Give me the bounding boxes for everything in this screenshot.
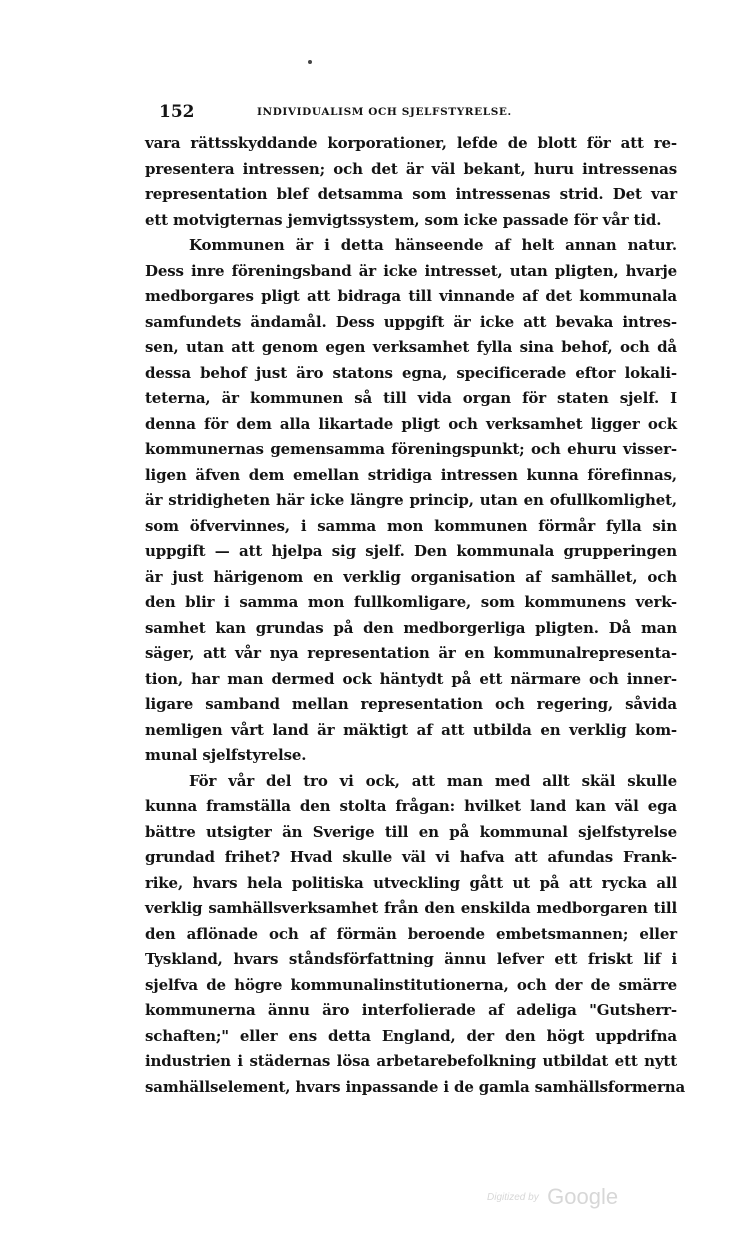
watermark-prefix: Digitized by xyxy=(487,1191,539,1203)
text-line: representation blef detsamma som intressenas strid. Det var xyxy=(145,185,677,203)
text-line: kommunerna ännu äro interfolierade af adeliga "Gutsherr- xyxy=(145,1001,677,1019)
text-line: kommunernas gemensamma föreningspunkt; och ehuru visser- xyxy=(145,440,677,458)
text-line: presentera intressen; och det är väl bekant, huru intressenas xyxy=(145,159,677,178)
page-number: 152 xyxy=(159,102,195,122)
text-line: tion, har man dermed ock häntydt på ett närmare och inner- xyxy=(145,669,677,688)
text-line: medborgares pligt att bidraga till vinnande af det kommunala xyxy=(145,287,677,305)
text-line: Tyskland, hvars ståndsförfattning ännu lefver ett friskt lif i xyxy=(145,950,677,968)
text-line: sjelfva de högre kommunalinstitutionerna, och der de smärre xyxy=(145,975,677,994)
text-line: samfundets ändamål. Dess uppgift är icke att bevaka intres- xyxy=(145,312,677,331)
text-line: ett motvigternas jemvigtssystem, som icke passade för vår tid. xyxy=(145,210,662,229)
text-line: vara rättsskyddande korporationer, lefde de blott för att re- xyxy=(145,134,677,152)
text-line: som öfvervinnes, i samma mon kommunen förmår fylla sin xyxy=(145,516,677,535)
text-line: bättre utsigter än Sverige till en på kommunal sjelfstyrelse xyxy=(145,822,677,841)
text-line: denna för dem alla likartade pligt och verksamhet ligger ock xyxy=(145,414,677,433)
text-line: schaften;" eller ens detta England, der den högt uppdrifna xyxy=(145,1026,677,1045)
page-header xyxy=(145,104,685,126)
text-line: rike, hvars hela politiska utveckling gått ut på att rycka all xyxy=(145,873,677,892)
text-line: grundad frihet? Hvad skulle väl vi hafva att afundas Frank- xyxy=(145,848,677,866)
text-line: nemligen vårt land är mäktigt af att utbilda en verklig kom- xyxy=(145,720,677,739)
text-line: är just härigenom en verklig organisation af samhället, och xyxy=(145,567,677,586)
text-line: verklig samhällsverksamhet från den enskilda medborgaren till xyxy=(145,899,677,917)
text-line: samhet kan grundas på den medborgerliga pligten. Då man xyxy=(145,618,677,637)
google-logo: Google xyxy=(547,1184,619,1209)
text-line: ligare samband mellan representation och regering, såvida xyxy=(145,695,677,713)
text-line: ligen äfven dem emellan stridiga intressen kunna förefinnas, xyxy=(145,465,677,484)
text-line: den blir i samma mon fullkomligare, som kommunens verk- xyxy=(145,593,677,611)
print-speck xyxy=(308,60,312,64)
text-line: samhällselement, hvars inpassande i de gamla samhällsformerna xyxy=(145,1077,686,1096)
body-text xyxy=(145,131,686,1100)
text-line: är stridigheten här icke längre princip, utan en ofullkomlighet, xyxy=(145,491,677,509)
paragraph-start: För vår del tro vi ock, att man med allt skäl skulle xyxy=(189,771,677,790)
text-line: kunna framställa den stolta frågan: hvilket land kan väl ega xyxy=(145,797,677,815)
text-line: industrien i städernas lösa arbetarebefolkning utbildat ett nytt xyxy=(145,1052,677,1070)
text-line: den aflönade och af förmän beroende embetsmannen; eller xyxy=(145,924,677,943)
text-line: uppgift — att hjelpa sig sjelf. Den kommunala grupperingen xyxy=(145,542,677,560)
text-line: munal sjelfstyrelse. xyxy=(145,746,307,764)
text-line: sen, utan att genom egen verksamhet fylla sina behof, och då xyxy=(145,338,677,356)
text-line: Dess inre föreningsband är icke intresset, utan pligten, hvarje xyxy=(145,261,677,280)
text-line: teterna, är kommunen så till vida organ för staten sjelf. I xyxy=(145,389,677,407)
paragraph-start: Kommunen är i detta hänseende af helt annan natur. xyxy=(189,236,677,254)
text-line: säger, att vår nya representation är en kommunalrepresenta- xyxy=(145,644,677,662)
digitized-watermark xyxy=(487,1184,618,1210)
text-line: dessa behof just äro statons egna, specificerade eftor lokali- xyxy=(145,363,677,382)
running-head: INDIVIDUALISM OCH SJELFSTYRELSE. xyxy=(257,106,512,118)
